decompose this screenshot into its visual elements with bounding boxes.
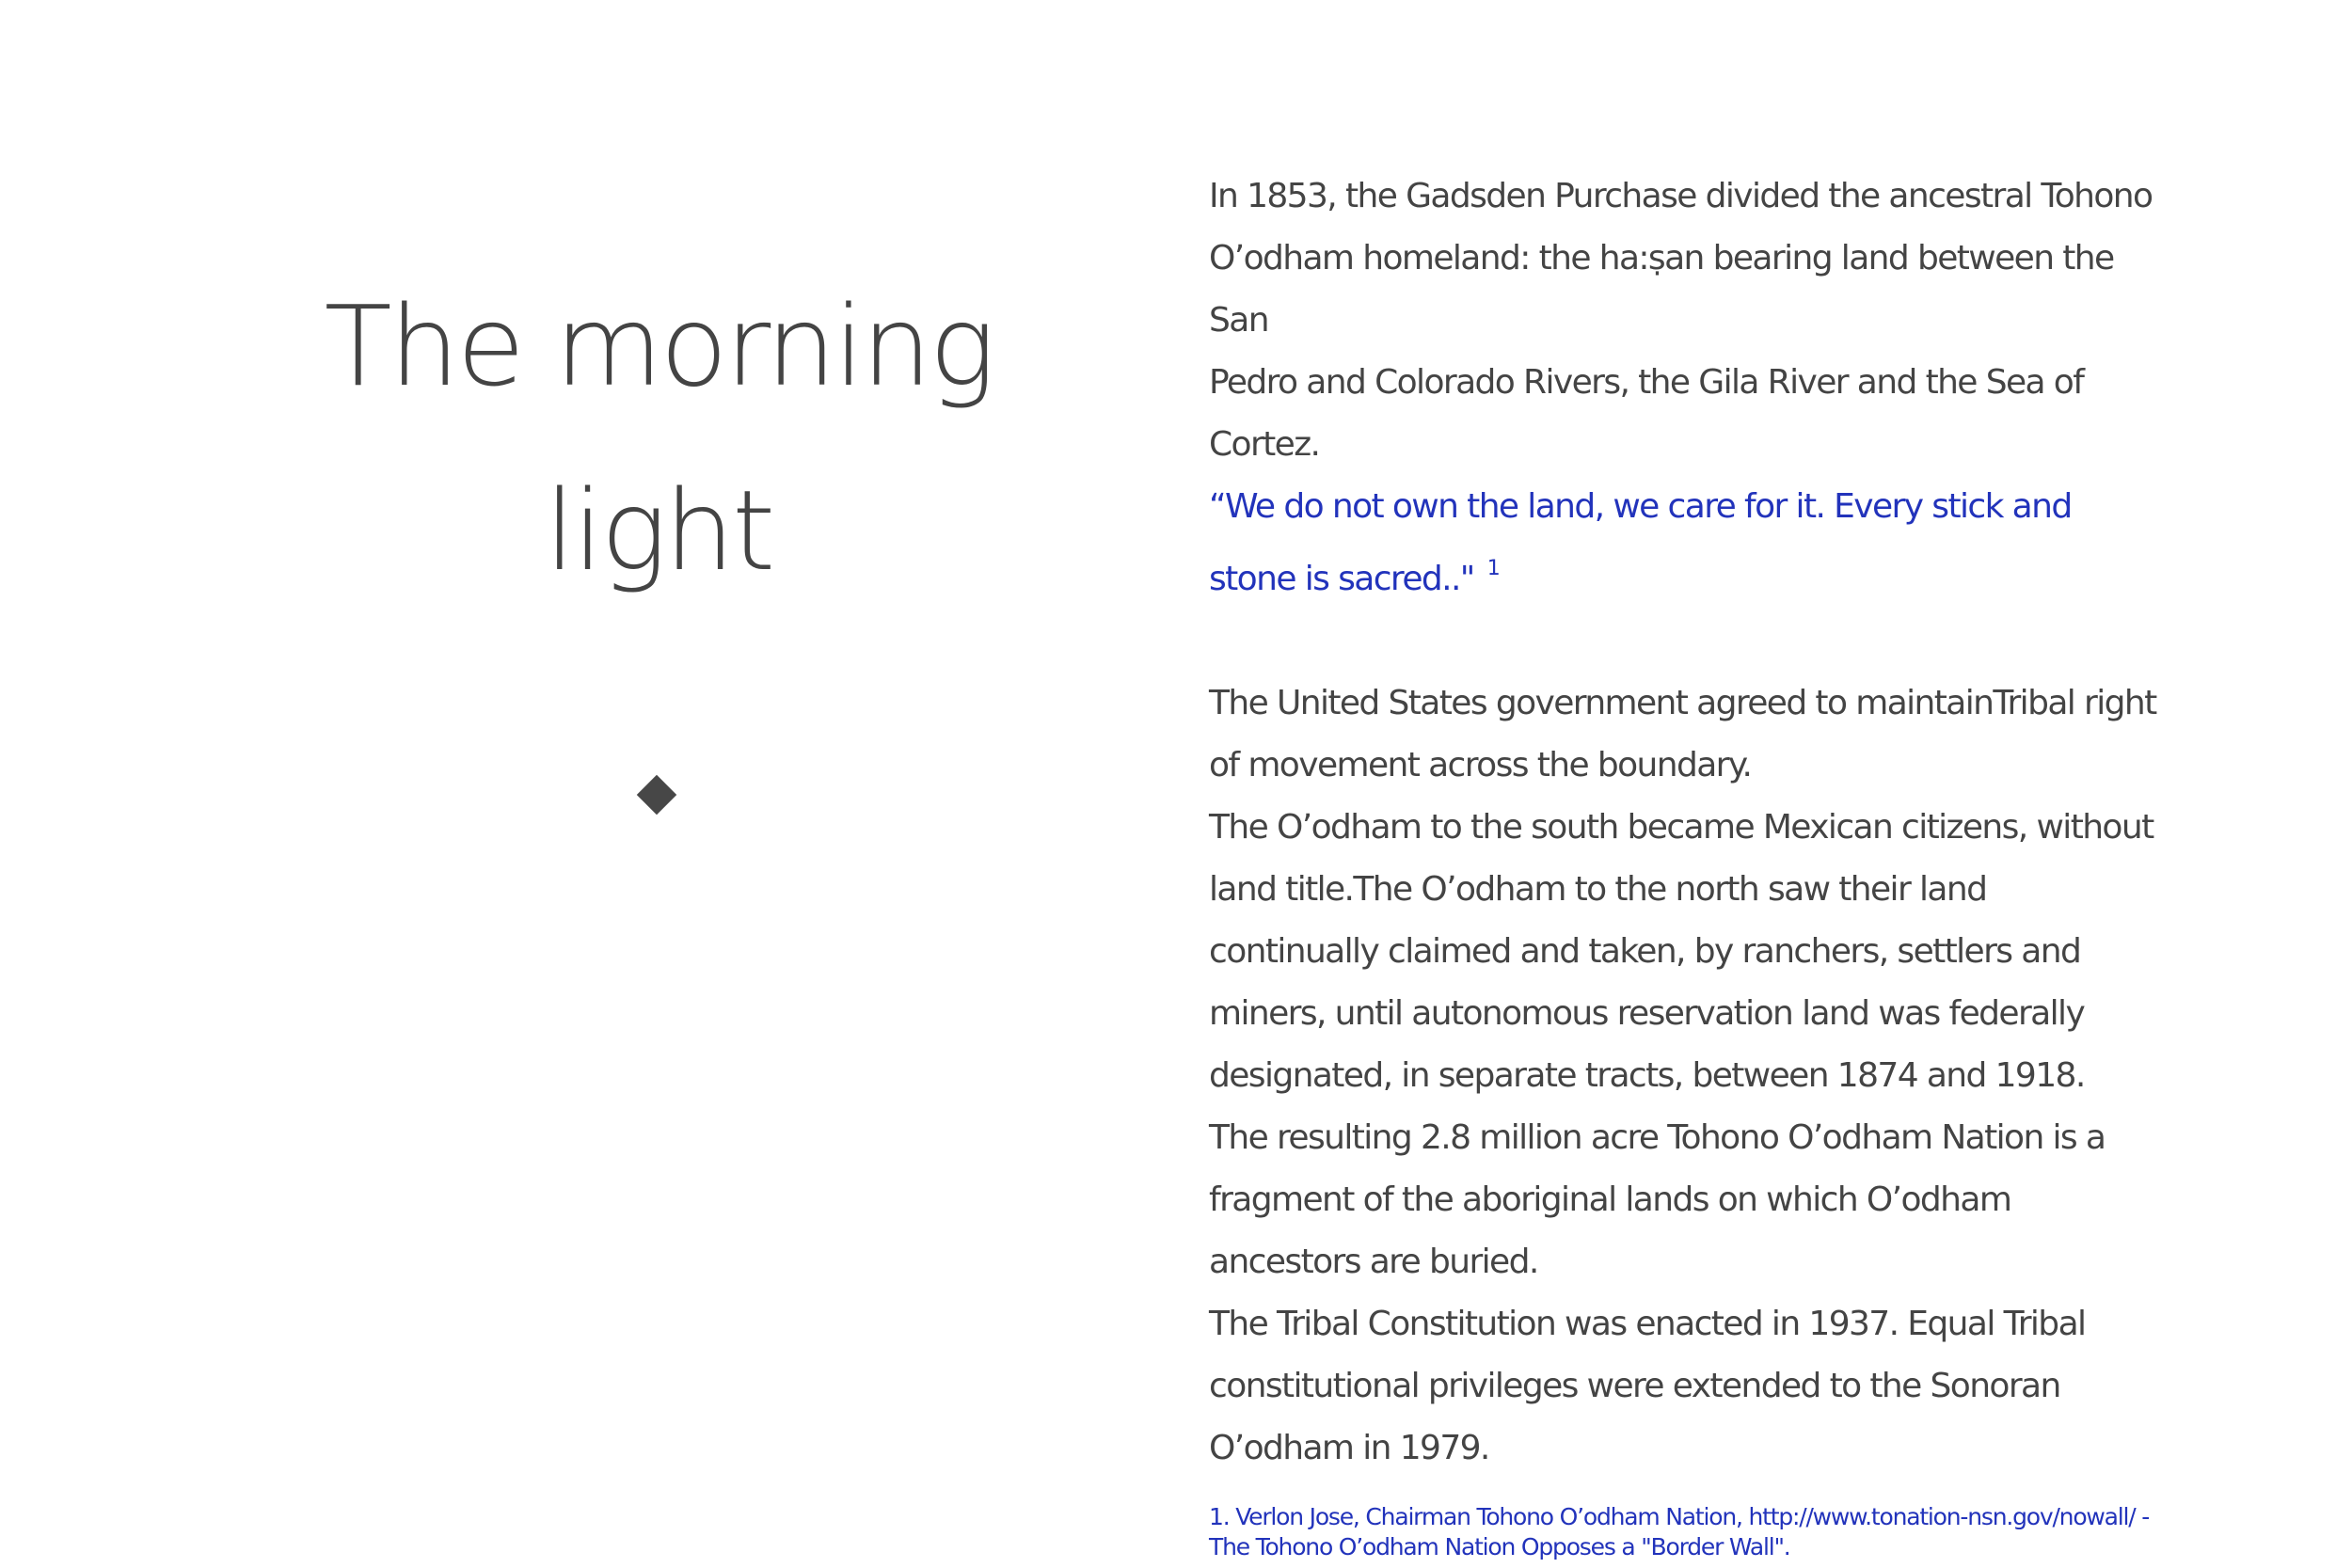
body-line: of movement across the boundary. xyxy=(1209,746,1752,784)
body-line: fragment of the aboriginal lands on which O’odham xyxy=(1209,1180,2011,1219)
body-line: The O’odham to the south became Mexican citizens, without xyxy=(1209,808,2153,847)
paragraph-gap xyxy=(1209,610,2159,673)
body-line: O’odham in 1979. xyxy=(1209,1429,1489,1467)
body-line: continually claimed and taken, by ranchers, settlers and xyxy=(1209,932,2081,971)
body-line: designated, in separate tracts, between 1874 and 1918. xyxy=(1209,1056,2085,1095)
body-text xyxy=(1209,166,2159,1480)
paragraph-gadsden xyxy=(1209,166,2159,476)
quote-block xyxy=(1209,476,2159,610)
diamond-icon xyxy=(637,775,676,815)
body-line: The resulting 2.8 million acre Tohono O’odham Nation is a xyxy=(1209,1118,2106,1157)
body-line: Cortez. xyxy=(1209,425,1320,464)
body-line: ancestors are buried. xyxy=(1209,1243,1538,1281)
body-line: Pedro and Colorado Rivers, the Gila River and the Sea of xyxy=(1209,363,2084,402)
footnote-line-1[interactable]: 1. Verlon Jose, Chairman Tohono O’odham Nation, http://www.tonation-nsn.gov/nowall/ - xyxy=(1209,1503,2150,1530)
paragraph-history xyxy=(1209,673,2159,1480)
body-line: constitutional privileges were extended to the Sonoran xyxy=(1209,1367,2060,1405)
footnote-line-2: The Tohono O’odham Nation Opposes a "Border Wall". xyxy=(1209,1533,1790,1560)
body-line: land title.The O’odham to the north saw their land xyxy=(1209,870,1987,909)
footnote xyxy=(1209,1502,2272,1562)
footnote-ref[interactable]: 1 xyxy=(1486,557,1500,580)
body-line: The United States government agreed to maintainTribal right xyxy=(1209,684,2156,722)
quote-line: stone is sacred.." xyxy=(1209,560,1474,598)
title-line-1: The morning xyxy=(324,281,993,411)
body-line: In 1853, the Gadsden Purchase divided the ancestral Tohono xyxy=(1209,177,2153,215)
quote-line: “We do not own the land, we care for it. Every stick and xyxy=(1209,487,2072,526)
title-line-2: light xyxy=(544,466,773,595)
body-line: miners, until autonomous reservation land was federally xyxy=(1209,994,2085,1033)
page-title xyxy=(273,254,1044,623)
body-line: The Tribal Constitution was enacted in 1937. Equal Tribal xyxy=(1209,1305,2086,1343)
body-line: O’odham homeland: the ha:ṣan bearing land between the San xyxy=(1209,239,2114,340)
